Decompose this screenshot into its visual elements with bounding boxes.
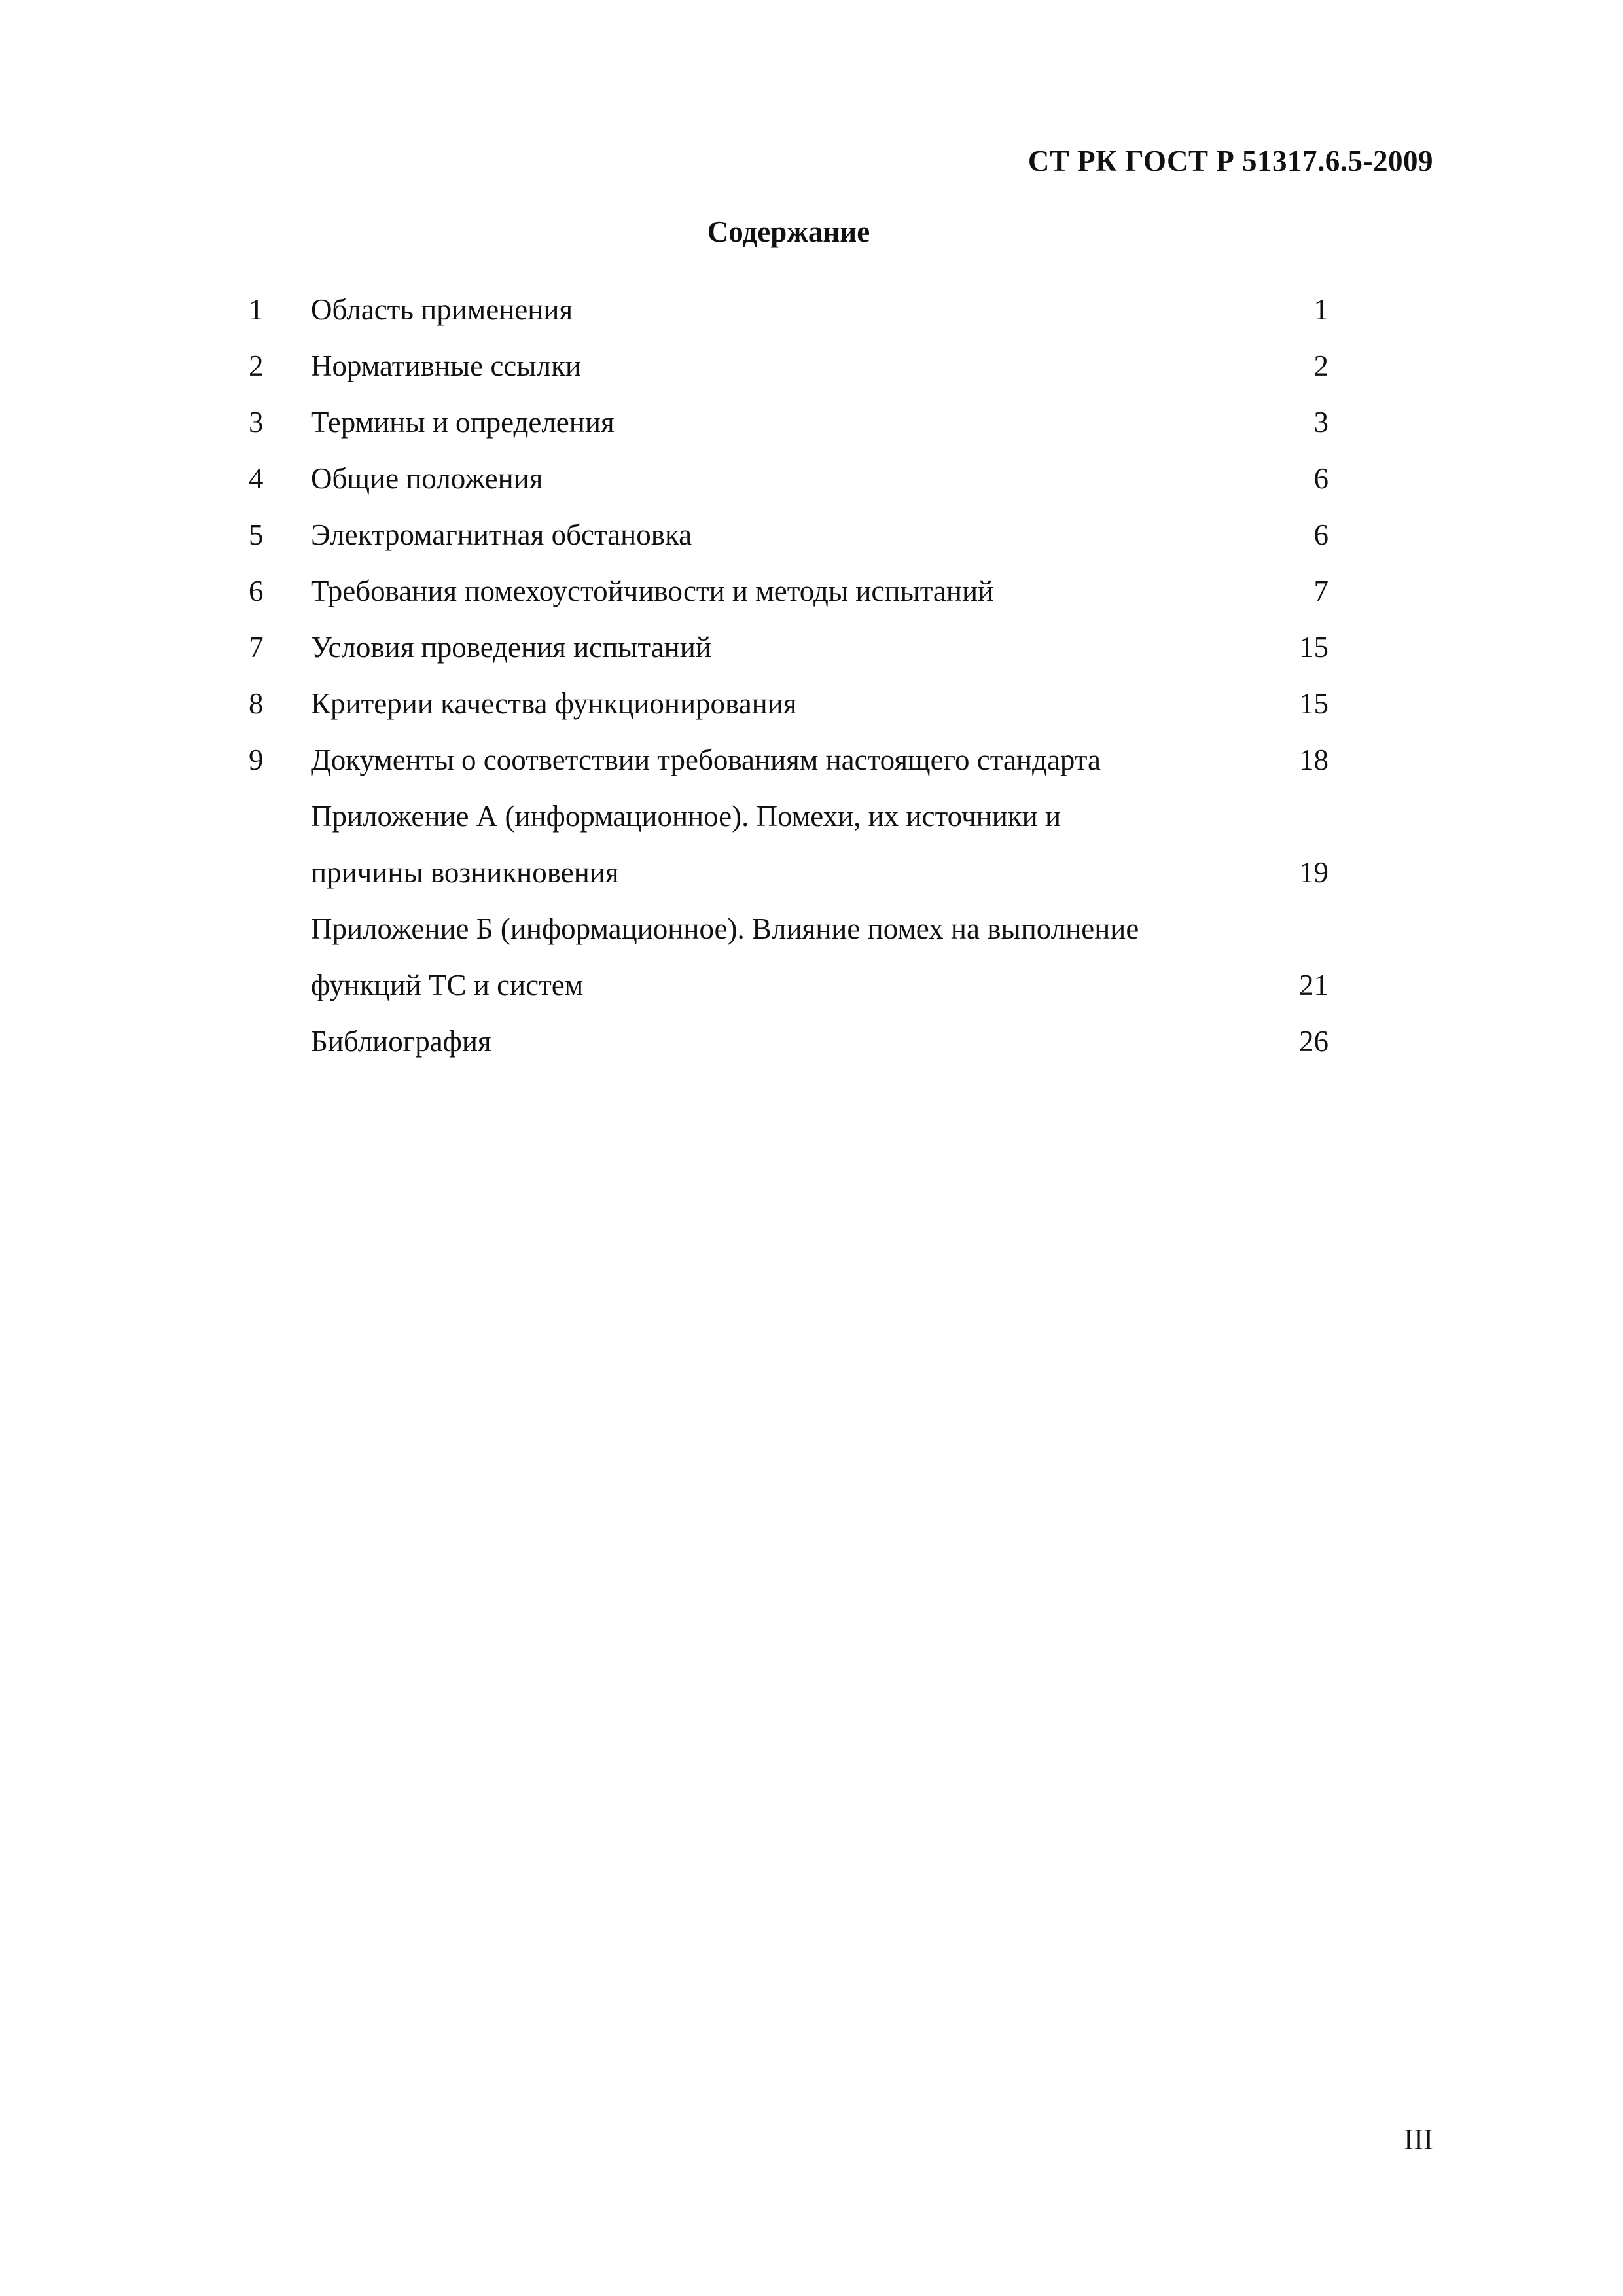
toc-entry xyxy=(249,281,1329,338)
toc-appendix-a-line2 xyxy=(249,844,1329,901)
toc-entry-title: Требования помехоустойчивости и методы испытаний xyxy=(311,575,994,607)
toc-entry-number: 3 xyxy=(249,406,264,439)
toc-appendix-b-page: 21 xyxy=(1299,969,1329,1001)
toc-entry-page: 6 xyxy=(1313,462,1329,495)
toc-entry-page: 15 xyxy=(1299,631,1329,664)
toc-appendix-a-title-line1: Приложение А (информационное). Помехи, их источники и xyxy=(311,800,1061,833)
toc-entry xyxy=(249,732,1329,788)
toc-entry-number: 6 xyxy=(249,575,264,607)
toc-entry-page: 2 xyxy=(1313,350,1329,382)
toc-entry xyxy=(249,507,1329,563)
toc-appendix-b-title-line2: функций ТС и систем xyxy=(311,969,584,1001)
toc-entry-page: 15 xyxy=(1299,687,1329,720)
toc-entry xyxy=(249,619,1329,675)
toc-entry-number: 8 xyxy=(249,687,264,720)
toc-entry-number: 1 xyxy=(249,293,264,326)
page-number: III xyxy=(1404,2123,1433,2156)
toc-bibliography xyxy=(249,1013,1329,1069)
toc-entry xyxy=(249,338,1329,394)
toc-entry-number: 9 xyxy=(249,744,264,776)
toc-entry-page: 6 xyxy=(1313,518,1329,551)
toc-bibliography-title: Библиография xyxy=(311,1025,491,1058)
toc-entry-page: 18 xyxy=(1299,744,1329,776)
table-of-contents xyxy=(249,281,1329,1069)
toc-entry-page: 1 xyxy=(1313,293,1329,326)
toc-entry-number: 7 xyxy=(249,631,264,664)
toc-appendix-a-line1 xyxy=(249,788,1329,844)
toc-entry-title: Термины и определения xyxy=(311,406,615,439)
document-designation: СТ РК ГОСТ Р 51317.6.5-2009 xyxy=(1027,145,1433,177)
toc-entry xyxy=(249,394,1329,450)
toc-appendix-a-title-line2: причины возникновения xyxy=(311,856,619,889)
toc-appendix-b-title-line1: Приложение Б (информационное). Влияние помех на выполнение xyxy=(311,912,1139,945)
toc-entry-page: 7 xyxy=(1313,575,1329,607)
toc-entry xyxy=(249,450,1329,507)
toc-entry xyxy=(249,563,1329,619)
toc-entry-title: Критерии качества функционирования xyxy=(311,687,797,720)
toc-entry-title: Электромагнитная обстановка xyxy=(311,518,692,551)
toc-entry-title: Документы о соответствии требованиям настоящего стандарта xyxy=(311,744,1101,776)
toc-bibliography-page: 26 xyxy=(1299,1025,1329,1058)
toc-appendix-b-line2 xyxy=(249,957,1329,1013)
toc-entry-title: Область применения xyxy=(311,293,573,326)
toc-entry-title: Общие положения xyxy=(311,462,543,495)
toc-appendix-b-line1 xyxy=(249,901,1329,957)
toc-entry-number: 2 xyxy=(249,350,264,382)
toc-entry-number: 4 xyxy=(249,462,264,495)
toc-entry-number: 5 xyxy=(249,518,264,551)
toc-appendix-a-page: 19 xyxy=(1299,856,1329,889)
toc-entry-title: Нормативные ссылки xyxy=(311,350,581,382)
toc-title: Содержание xyxy=(707,215,870,248)
toc-entry-title: Условия проведения испытаний xyxy=(311,631,711,664)
toc-entry xyxy=(249,675,1329,732)
toc-entry-page: 3 xyxy=(1313,406,1329,439)
